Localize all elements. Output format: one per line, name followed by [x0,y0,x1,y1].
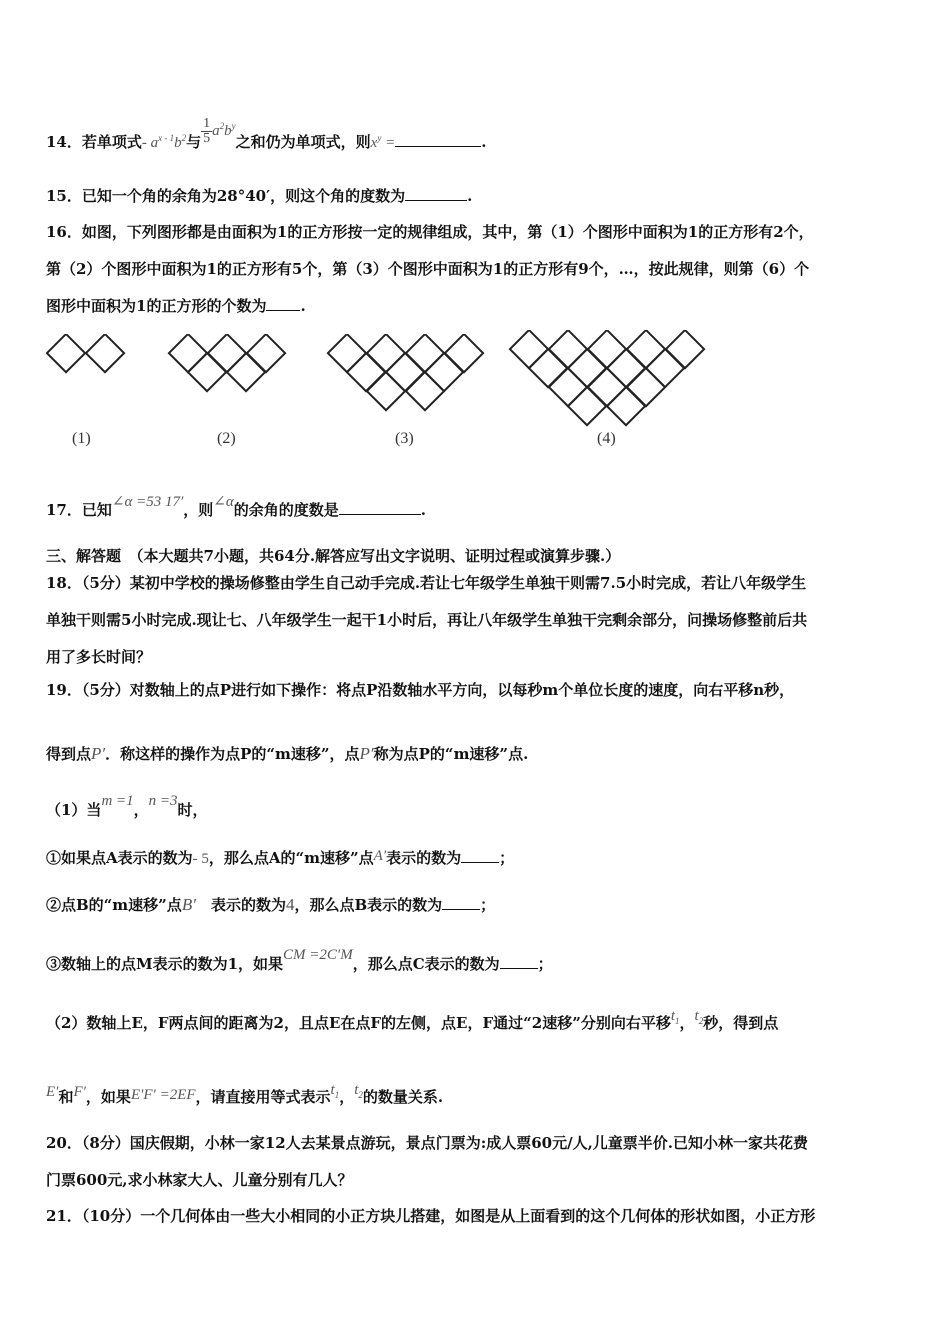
q16-figure-2 [166,334,288,394]
q19-part2-line-1: （2）数轴上E，F两点间的距离为2，且点E在点F的左侧，点E，F通过“2速移”分别向右平移$t_1$，$t_2$秒，得到点 [46,1008,779,1032]
q16-figure-label-1: (1) [72,430,91,447]
q16-line-3: 图形中面积为1的正方形的个数为 . [46,297,306,315]
q15-line: 15．已知一个角的余角为28°40′，则这个角的度数为 . [46,187,473,205]
section-3-heading: 三、解答题 （本大题共7小题，共64分.解答应写出文字说明、证明过程或演算步骤.） [46,547,621,565]
q16-figure-label-3: (3) [395,430,414,447]
q16-figure-label-4: (4) [597,430,616,447]
q19-item-1-blank[interactable] [461,848,499,863]
q14-answer-expr: $x^y$ = [370,133,396,151]
q16-figure-4 [507,330,709,430]
q18-line-1: 18．（5分）某初中学校的操场修整由学生自己动手完成.若让七年级学生单独干则需7.5小时完成，若让八年级学生 [46,574,807,592]
q19-item-1: ①如果点A表示的数为- 5，那么点A的“m速移”点A′表示的数为 ； [46,848,515,867]
q14-line: 14．若单项式- $a^{x - 1}b^2$与 $\frac{1}{5}$ $a^2b^y$之和仍为单项式，则$x^y$ = . [46,115,487,151]
q16-figure-3 [325,334,487,414]
q21-line-1: 21．（10分）一个几何体由一些大小相同的小正方块儿搭建，如图是从上面看到的这个几何体的形状如图，小正方形 [46,1207,816,1225]
q19-line-1: 19．（5分）对数轴上的点P进行如下操作：将点P沿数轴水平方向，以每秒m个单位长度的速度，向右平移n秒， [46,681,795,699]
q16-answer-blank[interactable] [266,296,300,311]
q19-line-2: 得到点P′．称这样的操作为点P的“m速移”，点P′称为点P的“m速移”点. [46,744,529,763]
q17-angle-expr: ∠α =53 17′ [111,494,184,510]
q19-item-2-blank[interactable] [442,895,480,910]
q17-angle: ∠α [213,494,234,510]
q19-part2-line-2: E′和F′，如果E′F′ =2EF，请直接用等式表示$t_1$，$t_2$的数量关系. [46,1082,444,1106]
q19-item-3: ③数轴上的点M表示的数为1，如果CM =2C′M，那么点C表示的数为 ； [46,947,553,973]
q20-line-2: 门票600元,求小林家大人、儿童分别有几人？ [46,1171,353,1189]
q19-item-2: ②点B的“m速移”点B′ 表示的数为4，那么点B表示的数为 ； [46,895,496,914]
q16-line-1: 16．如图，下列图形都是由面积为1的正方形按一定的规律组成，其中，第（1）个图形中面积为1的正方形有2个， [46,223,814,241]
q14-answer-blank[interactable] [395,132,481,147]
q15-answer-blank[interactable] [405,186,467,201]
q17-answer-blank[interactable] [339,500,421,515]
q17-line: 17．已知∠α =53 17′，则∠α的余角的度数是 . [46,494,426,519]
q14-monomial-1: - $a^{x - 1}b^2$ [141,133,187,151]
q20-line-1: 20．（8分）国庆假期，小林一家12人去某景点游玩，景点门票为:成人票60元/人,儿童票半价.已知小林一家共花费 [46,1134,809,1152]
q14-monomial-2: $a^2b^y$ [212,121,236,139]
q19-part1-header: （1）当m =1，n =3时， [46,793,208,819]
q16-line-2: 第（2）个图形中面积为1的正方形有5个，第（3）个图形中面积为1的正方形有9个，…，按此规律，则第（6）个 [46,260,810,278]
q16-figure-1 [46,334,126,376]
q18-line-2: 单独干则需5小时完成.现让七、八年级学生一起干1小时后，再让八年级学生单独干完剩余部分，问操场修整前后共 [46,611,808,629]
q19-point-p-prime-2: P′ [359,744,374,763]
q14-text: 14．若单项式 [46,133,142,151]
q19-item-3-blank[interactable] [500,954,538,969]
q18-line-3: 用了多长时间？ [46,648,152,666]
q16-figure-label-2: (2) [217,430,236,447]
q14-fraction: $\frac{1}{5}$ [203,115,211,146]
q19-point-p-prime: P′ [91,744,106,763]
